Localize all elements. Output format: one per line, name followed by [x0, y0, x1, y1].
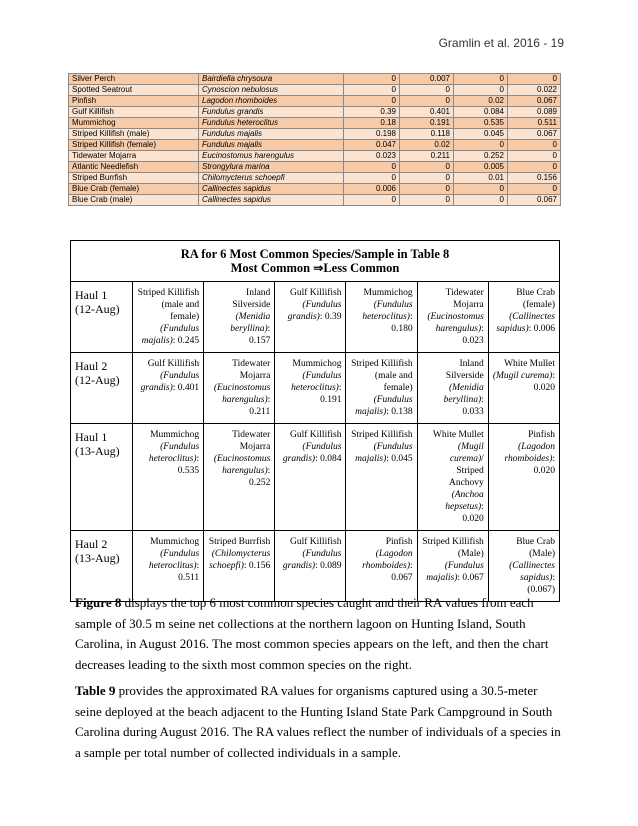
haul-date: (12-Aug): [75, 373, 120, 387]
table9-paragraph: [75, 681, 565, 763]
scientific-name-cell: Lagodon rhomboides: [199, 96, 344, 107]
table-row: [69, 129, 561, 140]
figure8-paragraph: [75, 593, 565, 675]
ra-title-less: Less Common: [323, 261, 400, 275]
scientific-name-cell: Strongylura marina: [199, 162, 344, 173]
ra-value-cell: 0.02: [400, 140, 454, 151]
ra-value-cell: 0.067: [508, 96, 561, 107]
species-ra-value: : 0.138: [386, 407, 413, 417]
ra-value-cell: 0: [508, 151, 561, 162]
table-row: [69, 162, 561, 173]
species-scientific-name: (Menidia beryllina): [443, 383, 484, 405]
ra-title-most: Most Common: [230, 261, 314, 275]
species-cell: [346, 424, 417, 531]
haul-row: [71, 424, 560, 531]
ra-value-cell: 0: [400, 195, 454, 206]
ra-common-species-table: [70, 240, 560, 602]
ra-value-cell: 0.089: [508, 107, 561, 118]
scientific-name-cell: Fundulus heteroclitus: [199, 118, 344, 129]
species-scientific-name: (Fundulus majalis): [426, 561, 484, 583]
species-cell: [417, 282, 488, 353]
ra-value-cell: 0.18: [344, 118, 400, 129]
ra-value-cell: 0.005: [454, 162, 508, 173]
species-ra-value: : 0.020: [533, 371, 555, 393]
scientific-name-cell: Callinectes sapidus: [199, 184, 344, 195]
ra-value-cell: 0.401: [400, 107, 454, 118]
species-scientific-name: (Fundulus heteroclitus): [148, 549, 200, 571]
common-name-cell: Mummichog: [69, 118, 199, 129]
ra-value-cell: 0.252: [454, 151, 508, 162]
species-ra-value: : 0.045: [386, 454, 413, 464]
species-ra-value: : 0.023: [462, 324, 484, 346]
table-row: [69, 184, 561, 195]
species-scientific-name: (Lagodon rhomboides): [362, 549, 413, 571]
common-name-cell: Spotted Seatrout: [69, 85, 199, 96]
species-scientific-name: (Lagodon rhomboides): [504, 442, 555, 464]
common-name-cell: Pinfish: [69, 96, 199, 107]
ra-value-cell: 0: [454, 140, 508, 151]
ra-value-cell: 0.067: [508, 195, 561, 206]
haul-label: [71, 282, 133, 353]
species-cell: [133, 424, 204, 531]
species-scientific-name: (Eucinostomus harengulus): [213, 383, 271, 405]
species-ra-value: : 0.211: [249, 395, 271, 417]
ra-value-cell: 0.067: [508, 129, 561, 140]
ra-value-cell: 0.007: [400, 74, 454, 85]
species-scientific-name: (Chilomycterus schoepfi): [209, 549, 271, 571]
species-scientific-name: (Fundulus grandis): [282, 442, 342, 464]
running-head: Gramlin et al. 2016 - 19: [438, 36, 564, 50]
species-scientific-name: (Fundulus heteroclitus): [148, 442, 200, 464]
species-scientific-name: (Mugil curema): [492, 371, 553, 381]
species-scientific-name: (Mugil curema): [449, 442, 484, 464]
common-name-cell: Atlantic Needlefish: [69, 162, 199, 173]
ra-value-cell: 0.198: [344, 129, 400, 140]
species-common-name: Striped Burrfish: [208, 537, 271, 547]
ra-value-cell: 0.023: [344, 151, 400, 162]
species-ra-value: : 0.157: [248, 324, 271, 346]
species-cell: [204, 424, 275, 531]
species-cell: [275, 282, 346, 353]
haul-number: Haul 1: [75, 430, 108, 444]
table-row: [69, 96, 561, 107]
species-common-name: White Mullet: [504, 359, 555, 369]
species-scientific-name: (Fundulus heteroclitus): [291, 371, 342, 393]
table9-lead: Table 9: [75, 683, 116, 698]
species-common-name: Mummichog: [363, 288, 413, 298]
haul-label: [71, 353, 133, 424]
species-ra-value: : 0.511: [178, 561, 200, 583]
ra-value-cell: 0.047: [344, 140, 400, 151]
ra-value-cell: 0: [344, 162, 400, 173]
ra-value-cell: 0: [454, 195, 508, 206]
common-name-cell: Striped Killifish (female): [69, 140, 199, 151]
species-common-name: Mummichog: [150, 430, 200, 440]
species-scientific-name: (Fundulus heteroclitus): [362, 300, 413, 322]
species-common-name: Striped Killifish (male and female): [137, 288, 200, 322]
species-common-name: Inland Silverside: [232, 288, 271, 310]
scientific-name-cell: Eucinostomus harengulus: [199, 151, 344, 162]
species-common-name: Pinfish: [385, 537, 413, 547]
ra-title-line1: RA for 6 Most Common Species/Sample in Table 8: [180, 247, 450, 261]
ra-value-cell: 0.191: [400, 118, 454, 129]
table-row: [69, 74, 561, 85]
species-ra-value: : 0.089: [315, 561, 342, 571]
species-cell: [488, 282, 559, 353]
species-scientific-name: (Eucinostomus harengulus): [427, 312, 484, 334]
table9-text: provides the approximated RA values for organisms captured using a 30.5-meter seine deployed at the beach adjacent to the Hunting Island State Park Campground in South Carolina during August 2016. The RA values reflect the number of individuals of a species in a sample per total number of collected individuals in a sample.: [75, 683, 561, 760]
species-common-name: Gulf Killifish: [290, 288, 342, 298]
haul-number: Haul 1: [75, 288, 108, 302]
haul-label: [71, 424, 133, 531]
scientific-name-cell: Fundulus majalis: [199, 140, 344, 151]
species-cell: [275, 424, 346, 531]
haul-row: [71, 353, 560, 424]
species-cell: [488, 531, 559, 602]
table-row: [69, 195, 561, 206]
table-row: [69, 140, 561, 151]
haul-number: Haul 2: [75, 359, 108, 373]
species-cell: [417, 424, 488, 531]
species-common-name: Tidewater Mojarra: [232, 430, 271, 452]
ra-value-cell: 0.39: [344, 107, 400, 118]
haul-number: Haul 2: [75, 537, 108, 551]
species-cell: [204, 531, 275, 602]
species-cell: [346, 531, 417, 602]
ra-value-cell: 0.006: [344, 184, 400, 195]
ra-value-cell: 0.02: [454, 96, 508, 107]
species-common-name: Gulf Killifish: [147, 359, 200, 369]
species-ra-value: : 0.191: [320, 383, 342, 405]
species-ra-value: : 0.245: [172, 336, 200, 346]
common-name-cell: Silver Perch: [69, 74, 199, 85]
species-scientific-name: (Eucinostomus harengulus): [213, 454, 271, 476]
species-cell: [488, 353, 559, 424]
haul-row: [71, 531, 560, 602]
species-cell: [417, 531, 488, 602]
species-cell: [133, 531, 204, 602]
species-scientific-name: (Fundulus majalis): [355, 442, 413, 464]
right-double-arrow-icon: ⇒: [313, 261, 324, 275]
species-cell: [275, 531, 346, 602]
common-name-cell: Striped Burrfish: [69, 173, 199, 184]
species-common-name: Mummichog: [150, 537, 200, 547]
ra-value-cell: 0.084: [454, 107, 508, 118]
ra-value-cell: 0.535: [454, 118, 508, 129]
species-common-name: Striped Killifish: [351, 430, 413, 440]
species-ra-value: : 0.067: [457, 573, 484, 583]
species-ra-value: : 0.020: [533, 454, 555, 476]
species-common-name: Mummichog: [292, 359, 342, 369]
species-common-name: Striped Killifish (male and female): [351, 359, 413, 393]
table-row: [69, 107, 561, 118]
species-ra-value: : 0.535: [177, 454, 200, 476]
scientific-name-cell: Bairdiella chrysoura: [199, 74, 344, 85]
ra-value-cell: 0: [400, 162, 454, 173]
common-name-cell: Striped Killifish (male): [69, 129, 199, 140]
ra-value-cell: 0.01: [454, 173, 508, 184]
species-ra-value: : 0.180: [391, 312, 413, 334]
ra-value-cell: 0: [400, 85, 454, 96]
ra-table-title: [71, 241, 560, 282]
species-scientific-name: (Fundulus grandis): [140, 371, 200, 393]
scientific-name-cell: Fundulus grandis: [199, 107, 344, 118]
figure8-text: displays the top 6 most common species caught and their RA values from each sample of 30.5 m seine net collections at the northern lagoon on Hunting Island, South Carolina, in August 2016. The most common species appears on the left, and then the chart decreases leading to the sixth most common species on the right.: [75, 595, 549, 672]
ra-value-cell: 0: [508, 140, 561, 151]
ra-value-cell: 0: [454, 74, 508, 85]
species-scientific-name: (Menidia beryllina): [230, 312, 271, 334]
species-ra-value: : 0.156: [243, 561, 271, 571]
species-scientific-name: (Fundulus grandis): [287, 300, 342, 322]
ra-value-cell: 0.118: [400, 129, 454, 140]
species-ra-value: : 0.020: [462, 502, 484, 524]
table-row: [69, 118, 561, 129]
species-ra-value: : 0.252: [248, 466, 271, 488]
species-common-name: Gulf Killifish: [290, 537, 342, 547]
ra-value-cell: 0: [344, 195, 400, 206]
common-name-cell: Blue Crab (female): [69, 184, 199, 195]
species-common-name: Gulf Killifish: [290, 430, 342, 440]
species-ra-value: : 0.033: [462, 395, 484, 417]
ra-value-cell: 0: [344, 74, 400, 85]
haul-date: (12-Aug): [75, 302, 120, 316]
ra-value-cell: 0.022: [508, 85, 561, 96]
ra-value-cell: 0.045: [454, 129, 508, 140]
species-common-name: Blue Crab (female): [516, 288, 555, 310]
species-common-name: Striped Anchovy: [448, 466, 484, 488]
ra-title-line2: [71, 261, 559, 275]
scientific-name-cell: Fundulus majalis: [199, 129, 344, 140]
ra-value-cell: 0: [344, 173, 400, 184]
species-cell: [204, 353, 275, 424]
species-scientific-name: (Anchoa hepsetus): [445, 490, 484, 512]
table-row: [69, 173, 561, 184]
ra-value-cell: 0: [400, 173, 454, 184]
species-cell: [133, 353, 204, 424]
species-ra-value: : 0.084: [315, 454, 342, 464]
species-cell: [488, 424, 559, 531]
table-row: [69, 85, 561, 96]
species-common-name: Striped Killifish (Male): [422, 537, 484, 559]
species-ra-value: : 0.067: [391, 561, 413, 583]
scientific-name-cell: Cynoscion nebulosus: [199, 85, 344, 96]
haul-date: (13-Aug): [75, 444, 120, 458]
species-cell: [346, 282, 417, 353]
haul-row: [71, 282, 560, 353]
figure8-lead: Figure 8: [75, 595, 122, 610]
species-common-name: Blue Crab (Male): [516, 537, 555, 559]
species-scientific-name: (Fundulus majalis): [141, 324, 200, 346]
species-common-name: Inland Silverside: [445, 359, 484, 381]
common-name-cell: Tidewater Mojarra: [69, 151, 199, 162]
species-cell: [346, 353, 417, 424]
ra-value-cell: 0: [344, 96, 400, 107]
species-common-name: White Mullet: [432, 430, 484, 440]
ra-value-cell: 0: [400, 184, 454, 195]
haul-label: [71, 531, 133, 602]
species-cell: [133, 282, 204, 353]
species-common-name: Pinfish: [528, 430, 555, 440]
species-scientific-name: (Callinectes sapidus): [496, 312, 555, 334]
ra-value-cell: 0: [508, 74, 561, 85]
species-ra-value: /: [481, 454, 484, 464]
species-ra-value: : 0.401: [172, 383, 200, 393]
ra-value-cell: 0.511: [508, 118, 561, 129]
species-cell: [275, 353, 346, 424]
species-ra-table: [68, 73, 561, 206]
species-scientific-name: (Callinectes sapidus): [509, 561, 555, 583]
common-name-cell: Gulf Killifish: [69, 107, 199, 118]
ra-value-cell: 0: [454, 85, 508, 96]
ra-value-cell: 0.156: [508, 173, 561, 184]
species-cell: [417, 353, 488, 424]
species-ra-value: : 0.39: [319, 312, 342, 322]
ra-value-cell: 0: [454, 184, 508, 195]
ra-value-cell: 0: [508, 162, 561, 173]
species-ra-value: : 0.006: [528, 324, 555, 334]
scientific-name-cell: Callinectes sapidus: [199, 195, 344, 206]
ra-value-cell: 0: [508, 184, 561, 195]
species-cell: [204, 282, 275, 353]
common-name-cell: Blue Crab (male): [69, 195, 199, 206]
haul-date: (13-Aug): [75, 551, 120, 565]
species-ra-value: : (0.067): [527, 573, 555, 595]
ra-value-cell: 0: [344, 85, 400, 96]
species-common-name: Tidewater Mojarra: [232, 359, 271, 381]
species-common-name: Tidewater Mojarra: [445, 288, 484, 310]
scientific-name-cell: Chilomycterus schoepfi: [199, 173, 344, 184]
table-row: [69, 151, 561, 162]
ra-value-cell: 0.211: [400, 151, 454, 162]
species-scientific-name: (Fundulus majalis): [355, 395, 413, 417]
species-scientific-name: (Fundulus grandis): [282, 549, 342, 571]
ra-value-cell: 0: [400, 96, 454, 107]
